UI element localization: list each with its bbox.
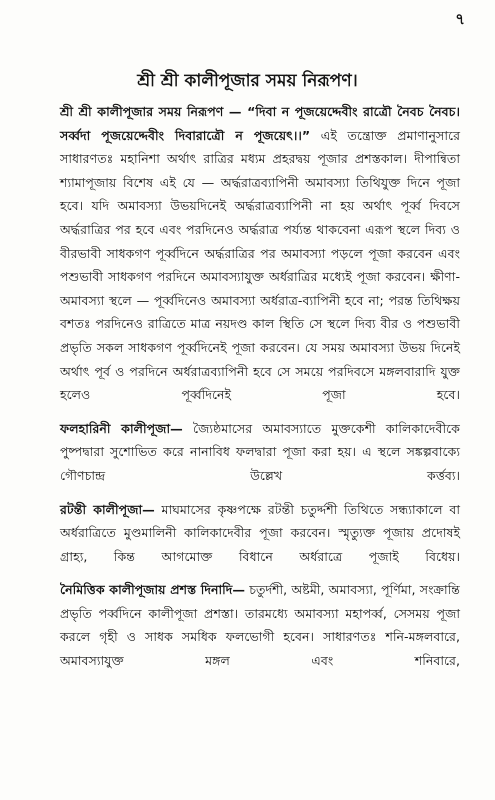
tantra-quote: “দিবা ন পূজয়েদ্দেবীং রাত্রৌ নৈবচ নৈবচ। সর্ব্বদা পূজয়েদ্দেবীং দিবারাত্রৌ ন পূজয়েৎ।।” (60, 104, 460, 143)
paragraph-text: জ্যৈষ্ঠমাসের অমাবস্যাতে মুক্তকেশী কালিকাদেবীকে পুষ্পদ্বারা সুশোভিত করে নানাবিধ ফলদ্বারা পূজা করা হয়। এ স্থলে সঙ্কল্পবাক্যে গৌণচান্দ্র উল্লেখ কর্ত্তব্য। (60, 420, 460, 483)
paragraph-lead: শ্রী শ্রী কালীপূজার সময় নিরূপণ — (60, 104, 242, 119)
paragraph-text: মাঘমাসের কৃষ্ণপক্ষে রটন্তী চতুর্দ্দশী তিথিতে সন্ধ্যাকালে বা অর্ধরাত্রিতে মুণ্ডমালিনী কালিকাদেবীর পূজা করবেন। স্মৃত্যুক্ত পূজায় প্রদোষই গ্রাহ্য, কিন্ত আগমোক্ত বিধানে অর্ধরাত্রে পূজাই বিধেয়। (60, 501, 461, 564)
page-title: শ্রী শ্রী কালীপূজার সময় নিরূপণ। (137, 71, 358, 91)
paragraph-timing (60, 100, 460, 407)
document-body (60, 100, 460, 683)
paragraph-text: চতুর্দশী, অষ্টমী, অমাবস্যা, পূর্ণিমা, সংক্রান্তি প্রভৃতি পর্ব্বদিনে কালীপূজা প্রশস্তা। তারমধ্যে অমাবস্যা মহাপর্ব্ব, সেসময় পূজা করলে গৃহী ও সাধক সমধিক ফলভোগী হবেন। সাধারণতঃ শনি-মঙ্গলবারে, অমাবস্যাযুক্ত মঙ্গল এবং শনিবারে, (60, 582, 460, 669)
paragraph-lead: নৈমিত্তিক কালীপূজায় প্রশস্ত দিনাদি— (60, 582, 245, 598)
paragraph-text: এই তন্ত্রোক্ত প্রমাণানুসারে সাধারণতঃ মহানিশা অর্থাৎ রাত্রির মধ্যম প্রহরদ্বয় পূজার প্রশস্তকাল। দীপান্বিতা শ্যামাপূজায় বিশেষ এই যে — অর্দ্ধরাত্রব্যাপিনী অমাবস্যা তিথিযুক্ত দিনে পূজা হবে। যদি অমাবস্যা উভয়দিনেই অর্দ্ধরাত্রব্যাপিনী না হয় অর্থাৎ পূর্ব্ব দিবসে অর্দ্ধরাত্রির পর হবে এবং পরদিনেও অর্দ্ধরাত্র পর্য্যন্ত থাকবেনা এরূপ স্থলে দিব্য ও বীরভাবী সাধকগণ পূর্ব্বদিনে অর্দ্ধরাত্রির পর অমাবস্যা পড়লে পূজা করবেন এবং পশুভাবী সাধকগণ পরদিনে অমাবস্যাযুক্ত অর্ধরাত্রির মধ্যেই পূজা করবেন। ক্ষীণা-অমাবস্যা স্থলে — পূর্ব্বদিনেও অমাবস্যা অর্ধরাত্র-ব্যাপিনী হবে না; পরন্ত তিথিক্ষয় বশতঃ পরদিনেও রাত্রিতে মাত্র নয়দণ্ড কাল স্থিতি সে স্থলে দিব্য বীর ও পশুভাবী প্রভৃতি সকল সাধকগণ পূর্ব্বদিনেই পূজা করবেন। যে সময় অমাবস্যা উভয় দিনেই অর্থাৎ পূর্ব ও পরদিনে অর্ধরাত্রব্যাপিনী হবে সে সময়ে পরদিবসে মঙ্গলবারাদি যুক্ত হলেও পূর্ব্বদিনেই পূজা হবে। (60, 127, 460, 403)
paragraph-phalaharini (60, 417, 460, 488)
paragraph-naimittik (60, 578, 460, 672)
page-number: ৭ (455, 10, 465, 28)
paragraph-lead: ফলহারিনী কালীপূজা— (60, 420, 183, 436)
paragraph-lead: রটন্তী কালীপূজা— (60, 501, 155, 517)
paragraph-ratanti (60, 498, 460, 569)
